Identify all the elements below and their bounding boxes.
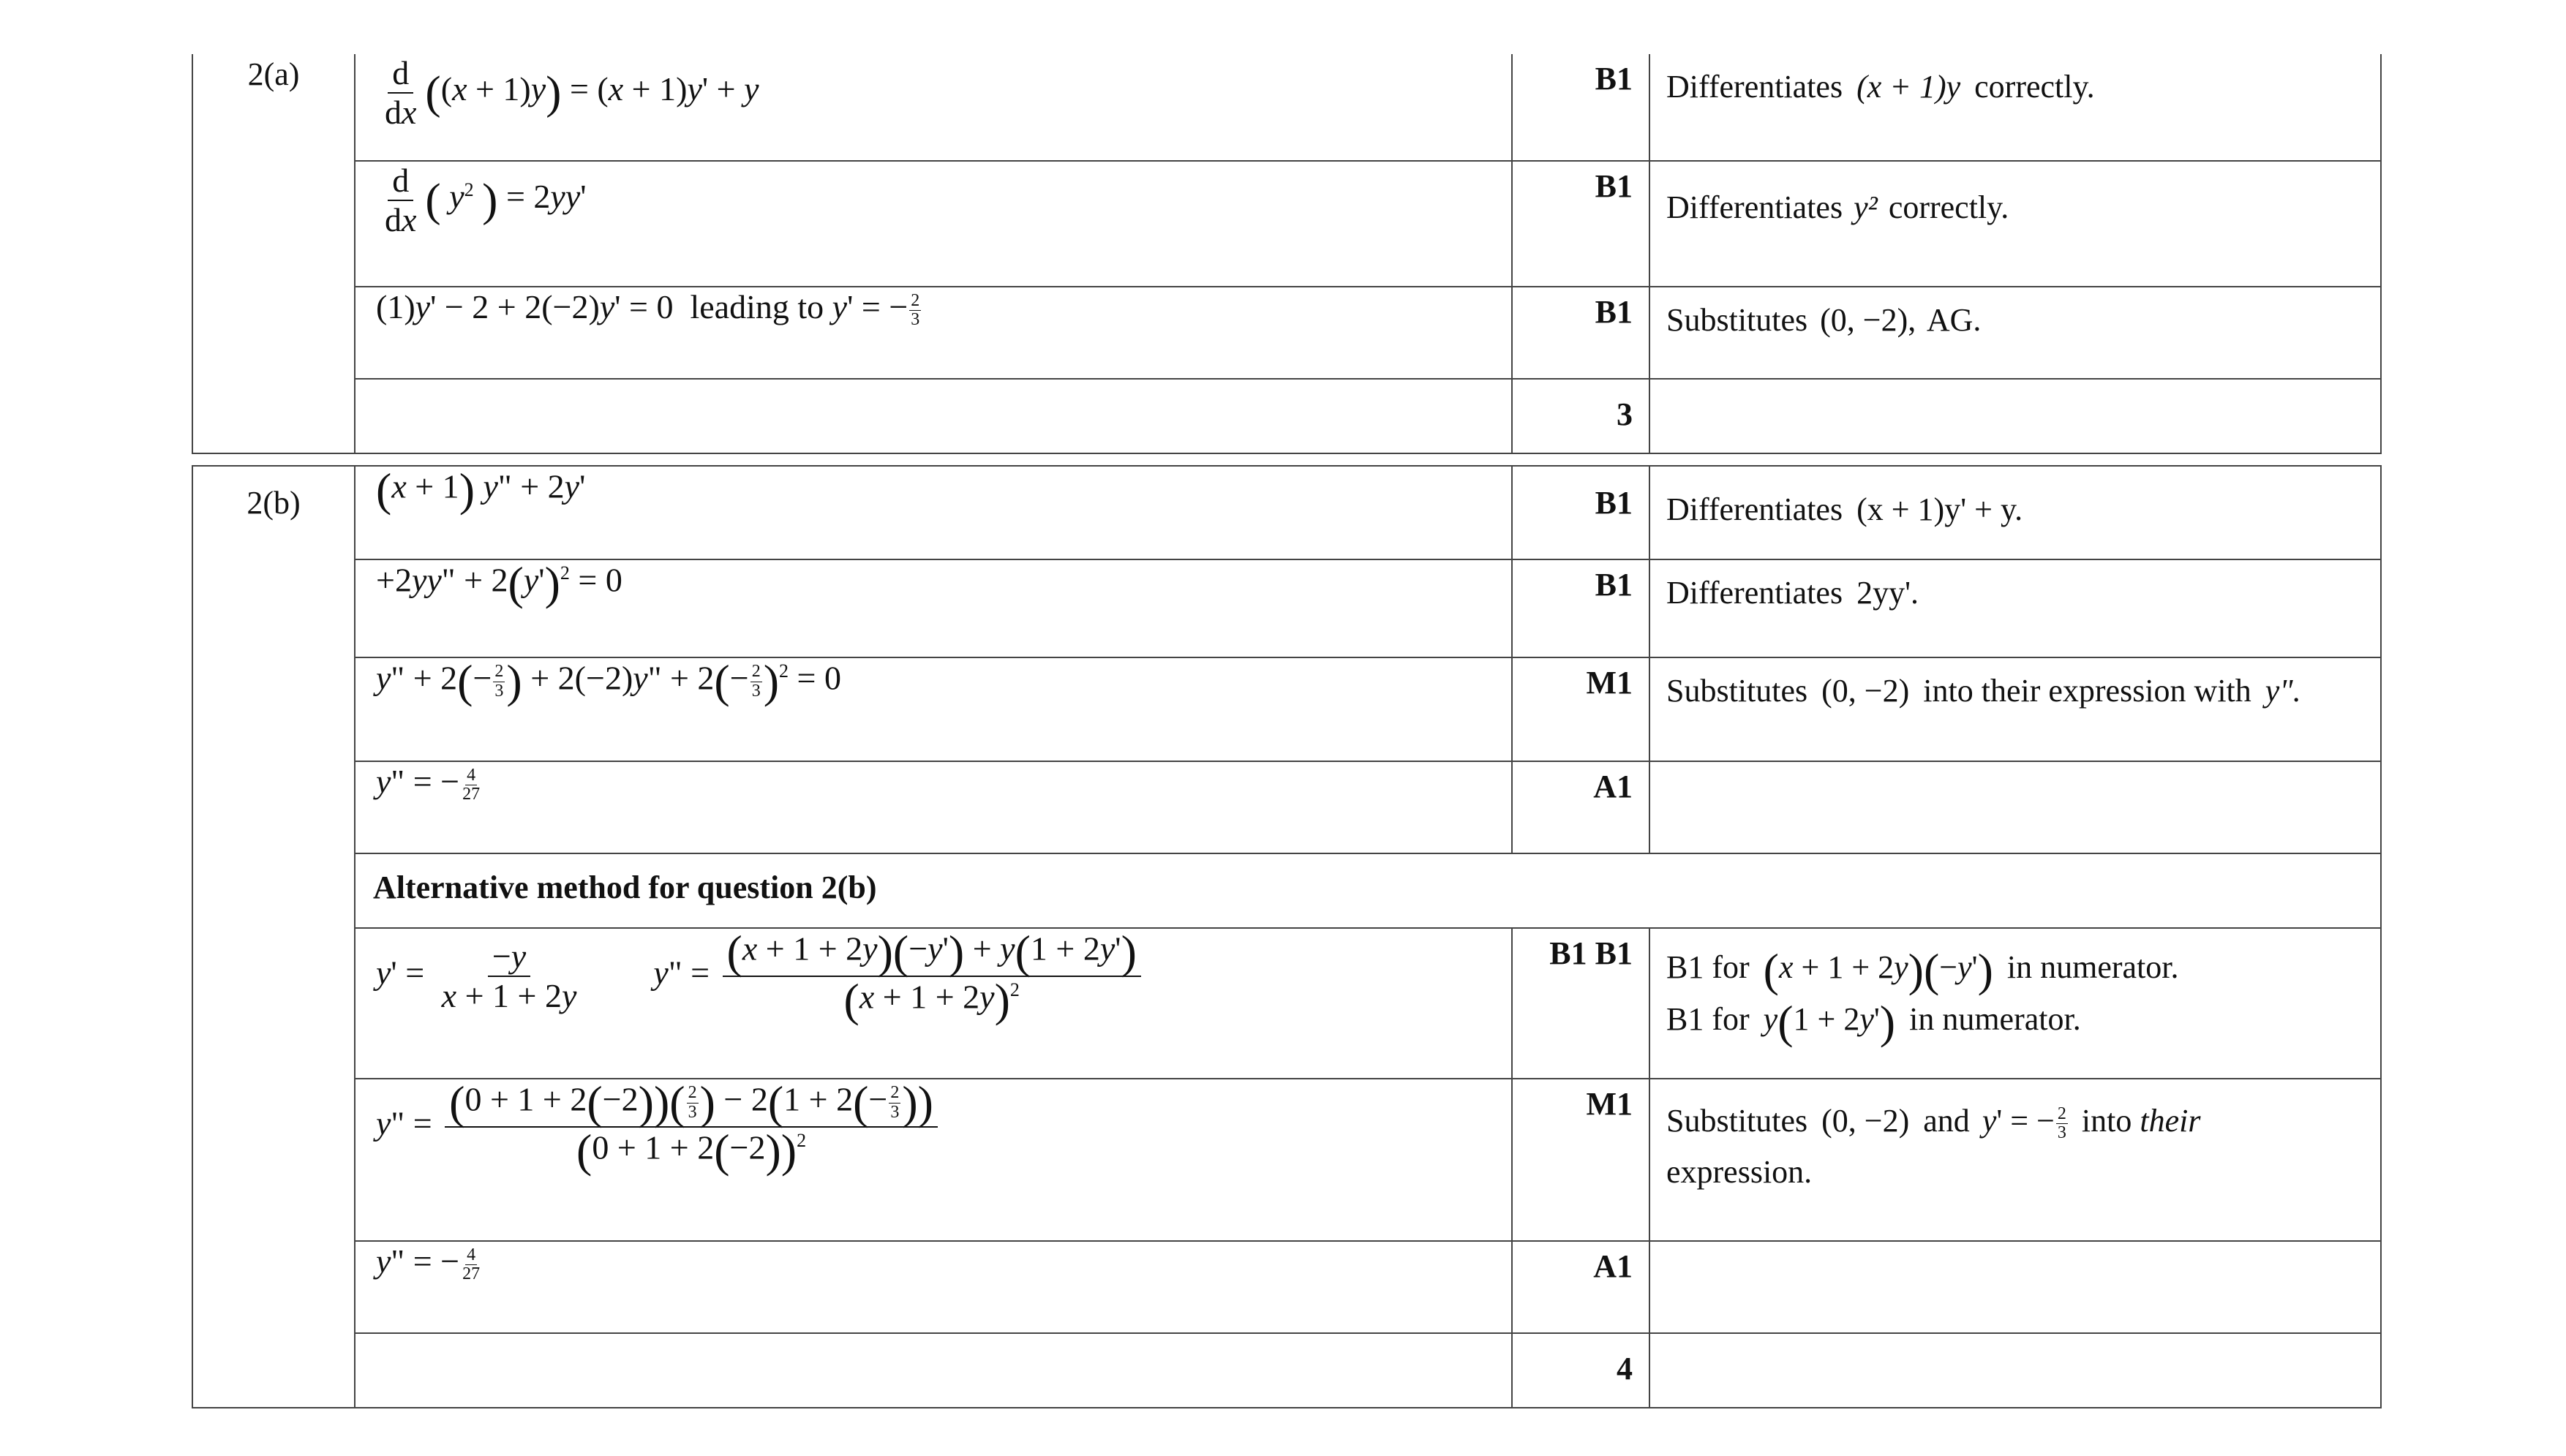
working-cell (355, 161, 1512, 287)
comment-tail: correctly. (1888, 189, 2009, 225)
comment-expr: y² (1854, 189, 1878, 225)
table-row (192, 1079, 2381, 1241)
marks-cell: B1 (1512, 466, 1649, 559)
table-row (192, 161, 2381, 287)
working-cell (355, 466, 1512, 559)
working-cell (355, 657, 1512, 761)
comment-cell (1649, 1241, 2381, 1333)
comment-expr: y(1 + 2y') (1763, 995, 1896, 1048)
working-math: y" + 2(− $\frac{2}{3}$ ) + 2(−2)y" + 2(− $\frac{2}{3}$ )$^2$ = 0 (376, 655, 841, 707)
comment-expr: (x + 1)y (1856, 69, 1961, 105)
working-math: (1)y' − 2 + 2(−2)y' = 0 leading to y' = − $\frac{2}{3}$ (376, 288, 920, 329)
comment-expr: 2yy'. (1856, 575, 1919, 611)
working-cell (355, 1076, 1512, 1241)
alternative-method-heading: Alternative method for question 2(b) (355, 853, 2381, 928)
working-math: y" = (0 + 1 + 2(−2))( $\frac{2}{3}$ ) − 2(1 + 2(− $\frac{2}{3}$ )) $(0 + 1 + 2(-2))^2$ (376, 1079, 942, 1174)
comment-tail: AG. (1926, 302, 1982, 338)
working-cell (355, 54, 1512, 161)
comment-tail: in numerator. (2006, 949, 2179, 985)
comment-cell (1649, 657, 2381, 761)
table-row (192, 761, 2381, 853)
comment-expr: (x + 1 + 2y)(−y') (1763, 943, 1993, 996)
working-math: $\frac{d}{dx}$ ( $y^2$ ) = 2yy' (385, 162, 587, 238)
comment-tail: into their expression with (1923, 673, 2251, 709)
total-marks-cell: 3 (1512, 379, 1649, 453)
working-cell (355, 761, 1512, 853)
table-row (192, 928, 2381, 1079)
marks-cell: B1 (1512, 287, 1649, 379)
comment-text: expression. (1666, 1154, 1813, 1190)
comment-text: Substitutes (1666, 302, 1808, 338)
working-cell (355, 928, 1512, 1079)
comment-expr: y". (2265, 673, 2301, 709)
comment-cell (1649, 379, 2381, 453)
marks-cell: M1 (1512, 657, 1649, 761)
comment-text: Substitutes (1666, 673, 1808, 709)
table-row (192, 559, 2381, 657)
marks-cell: B1 (1512, 161, 1649, 287)
comment-cell (1649, 928, 2381, 1079)
working-cell (355, 1241, 1512, 1333)
marks-cell: A1 (1512, 761, 1649, 853)
comment-cell (1649, 466, 2381, 559)
marks-cell: A1 (1512, 1241, 1649, 1333)
working-math: y" = − $\frac{4}{27}$ (376, 763, 481, 804)
comment-expr: y' = − $\frac{2}{3}$ (1982, 1103, 2066, 1143)
mark-scheme-table-2b (192, 465, 2382, 1408)
comment-emphasis: their (2140, 1103, 2201, 1139)
comment-tail: in numerator. (1909, 1000, 2081, 1037)
table-row (192, 287, 2381, 379)
comment-text: Differentiates (1666, 189, 1843, 225)
comment-cell (1649, 54, 2381, 161)
working-math: $\frac{d}{dx}$ ((x + 1)y) = (x + 1)y' + y (385, 54, 759, 131)
mark-scheme-table-2a (192, 54, 2382, 454)
comment-text: Substitutes (1666, 1103, 1808, 1139)
working-math: (x + 1) y" + 2y' (376, 464, 586, 516)
table-row (192, 853, 2381, 928)
working-cell (355, 379, 1512, 453)
comment-text: and (1923, 1103, 1970, 1139)
comment-cell (1649, 1079, 2381, 1241)
marks-cell: B1 B1 (1512, 928, 1649, 1079)
working-cell (355, 1333, 1512, 1408)
comment-cell (1649, 161, 2381, 287)
table-row (192, 1333, 2381, 1408)
comment-expr: (0, −2) (1821, 673, 1910, 709)
working-math: y" = − $\frac{4}{27}$ (376, 1242, 481, 1283)
marks-cell: M1 (1512, 1079, 1649, 1241)
question-number: 2(a) (192, 54, 355, 453)
comment-expr: (x + 1)y' + y. (1856, 491, 2023, 527)
comment-text: Differentiates (1666, 491, 1843, 527)
total-marks-cell: 4 (1512, 1333, 1649, 1408)
comment-text: Differentiates (1666, 575, 1843, 611)
comment-text: into (2081, 1103, 2132, 1139)
table-row (192, 657, 2381, 761)
comment-text: B1 for (1666, 1000, 1750, 1037)
working-cell (355, 287, 1512, 379)
comment-tail: correctly. (1974, 69, 2095, 105)
marks-cell: B1 (1512, 559, 1649, 657)
working-math: y' = $\frac{-y}{x + 1 + 2y}$ y" = $\frac{(x + 1 + 2y)(-y') + y(1 + 2y')}{(x + 1 + 2y)^2}$ (376, 929, 1145, 1024)
table-row (192, 1241, 2381, 1333)
comment-expr: (0, −2) (1821, 1103, 1910, 1139)
working-math: +2yy" + $2(y')^2 = 0$ (376, 557, 622, 609)
comment-text: B1 for (1666, 949, 1750, 985)
comment-cell (1649, 559, 2381, 657)
table-row (192, 466, 2381, 559)
comment-text: Differentiates (1666, 69, 1843, 105)
comment-cell (1649, 1333, 2381, 1408)
table-row (192, 379, 2381, 453)
comment-expr: (0, −2), (1820, 302, 1916, 338)
table-row (192, 54, 2381, 161)
working-cell (355, 559, 1512, 657)
comment-cell (1649, 761, 2381, 853)
question-number: 2(b) (192, 466, 355, 1408)
comment-cell (1649, 287, 2381, 379)
marks-cell: B1 (1512, 54, 1649, 161)
